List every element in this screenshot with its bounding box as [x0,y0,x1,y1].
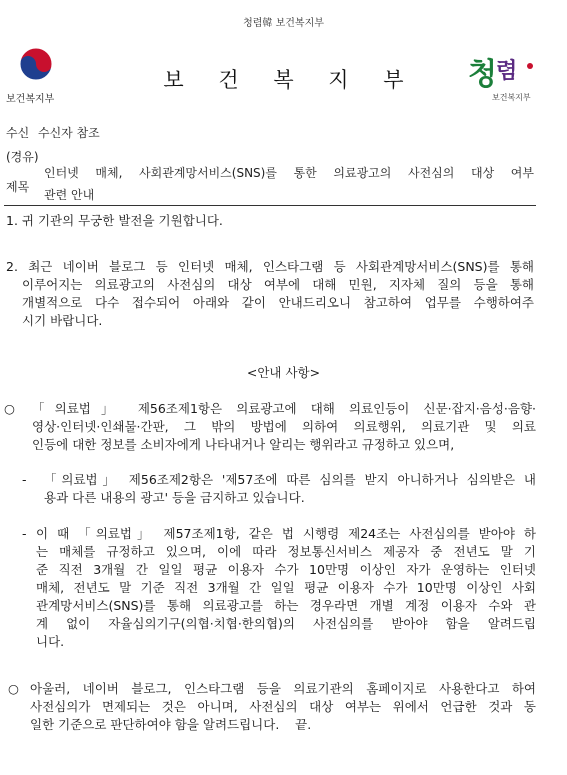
dash-item-2 [36,525,536,651]
recipient-value: 수신자 참조 [38,126,100,140]
dash-marker: - [22,526,27,541]
bullet-2-line: 아울러, 네이버 블로그, 인스타그램 등을 의료기관의 홈페이지로 사용한다고 하여 [30,681,536,696]
paragraph-2-line: 시기 바랍니다. [22,313,103,328]
dash-item-2-line: 계 없이 자율심의기구(의협·치협·한의협)의 사전심의를 받아야 함을 알려드립 [36,616,536,631]
dash-item-2-line: 이 때 「의료법」 제57조제1항, 같은 법 시행령 제24조는 사전심의를 받아야 하 [36,526,536,541]
bullet-2-line: 일한 기준으로 판단하여야 함을 알려드립니다. 끝. [30,717,312,732]
subject-label: 제목 [6,180,30,194]
svg-text:렴: 렴 [496,58,518,84]
bullet-marker: ○ [4,401,15,416]
dash-item-1-line: 용과 다른 내용의 광고' 등을 금지하고 있습니다. [44,490,305,505]
paragraph-1: 1. 귀 기관의 무궁한 발전을 기원합니다. [6,213,223,228]
section-title: <안내 사항> [246,365,321,380]
subject-line-2: 관련 안내 [44,188,95,202]
bullet-2 [30,680,536,734]
integrity-brand-logo [466,46,536,108]
svg-text:보건복지부: 보건복지부 [492,93,531,102]
dash-item-2-line: 는 매체를 규정하고 있으며, 이에 따라 정보통신서비스 제공자 중 전년도 말 기 [36,544,536,559]
svg-text:청: 청 [468,57,497,92]
motto-text: 청렴韓 보건복지부 [243,18,324,29]
header-divider [4,205,536,206]
bullet-marker: ○ [8,681,19,696]
bullet-1-line: 영상·인터넷·인쇄물·간판, 그 밖의 방법에 의하여 의료행위, 의료기관 및 의료 [32,419,536,434]
dash-item-2-line: 매체, 전년도 말 기준 직전 3개월 간 일일 평균 이용자 수가 10만명 이상인 사회 [36,580,536,595]
dash-item-2-line: 니다. [36,634,65,649]
ministry-logo-caption: 보건복지부 [6,94,55,105]
bullet-1-line: 인등에 대한 정보를 소비자에게 나타내거나 알리는 행위라고 규정하고 있으며, [32,437,455,452]
dash-marker: - [22,472,27,487]
recipient-label: 수신 [6,126,30,140]
paragraph-2-line: 이루어지는 의료광고의 사전심의 대상 여부에 대해 민원, 지자체 질의 등을 통해 [22,277,534,292]
bullet-1 [32,400,536,454]
dash-item-2-line: 관계망서비스(SNS)를 통해 의료광고를 하는 경우라면 개별 계정 이용자 수와 관 [36,598,536,613]
bullet-1-line: 「의료법」 제56조제1항은 의료광고에 대해 의료인등이 신문·잡지·음성·음향· [32,401,536,416]
subject-line-1: 인터넷 매체, 사회관계망서비스(SNS)를 통한 의료광고의 사전심의 대상 여부 [44,166,534,180]
bullet-2-line: 사전심의가 면제되는 것은 아니며, 사전심의 대상 여부는 위에서 언급한 것과 동 [30,699,536,714]
paragraph-2 [6,258,534,330]
dash-item-2-line: 준 직전 3개월 간 일일 평균 이용자 수가 10만명 이상인 자가 운영하는 인터넷 [36,562,536,577]
dash-item-1-line: 「의료법」 제56조제2항은 '제57조에 따른 심의를 받지 아니하거나 심의받은 내 [44,472,536,487]
paragraph-2-line: 2. 최근 네이버 블로그 등 인터넷 매체, 인스타그램 등 사회관계망서비스(SNS)를 통해 [6,259,534,274]
dash-item-1 [44,471,536,507]
paragraph-2-line: 개별적으로 다수 접수되어 아래와 같이 안내드리오니 참고하여 업무를 수행하여주 [22,295,534,310]
via-label: (경유) [6,150,39,164]
page-title: 보 건 복 지 부 [163,68,418,92]
